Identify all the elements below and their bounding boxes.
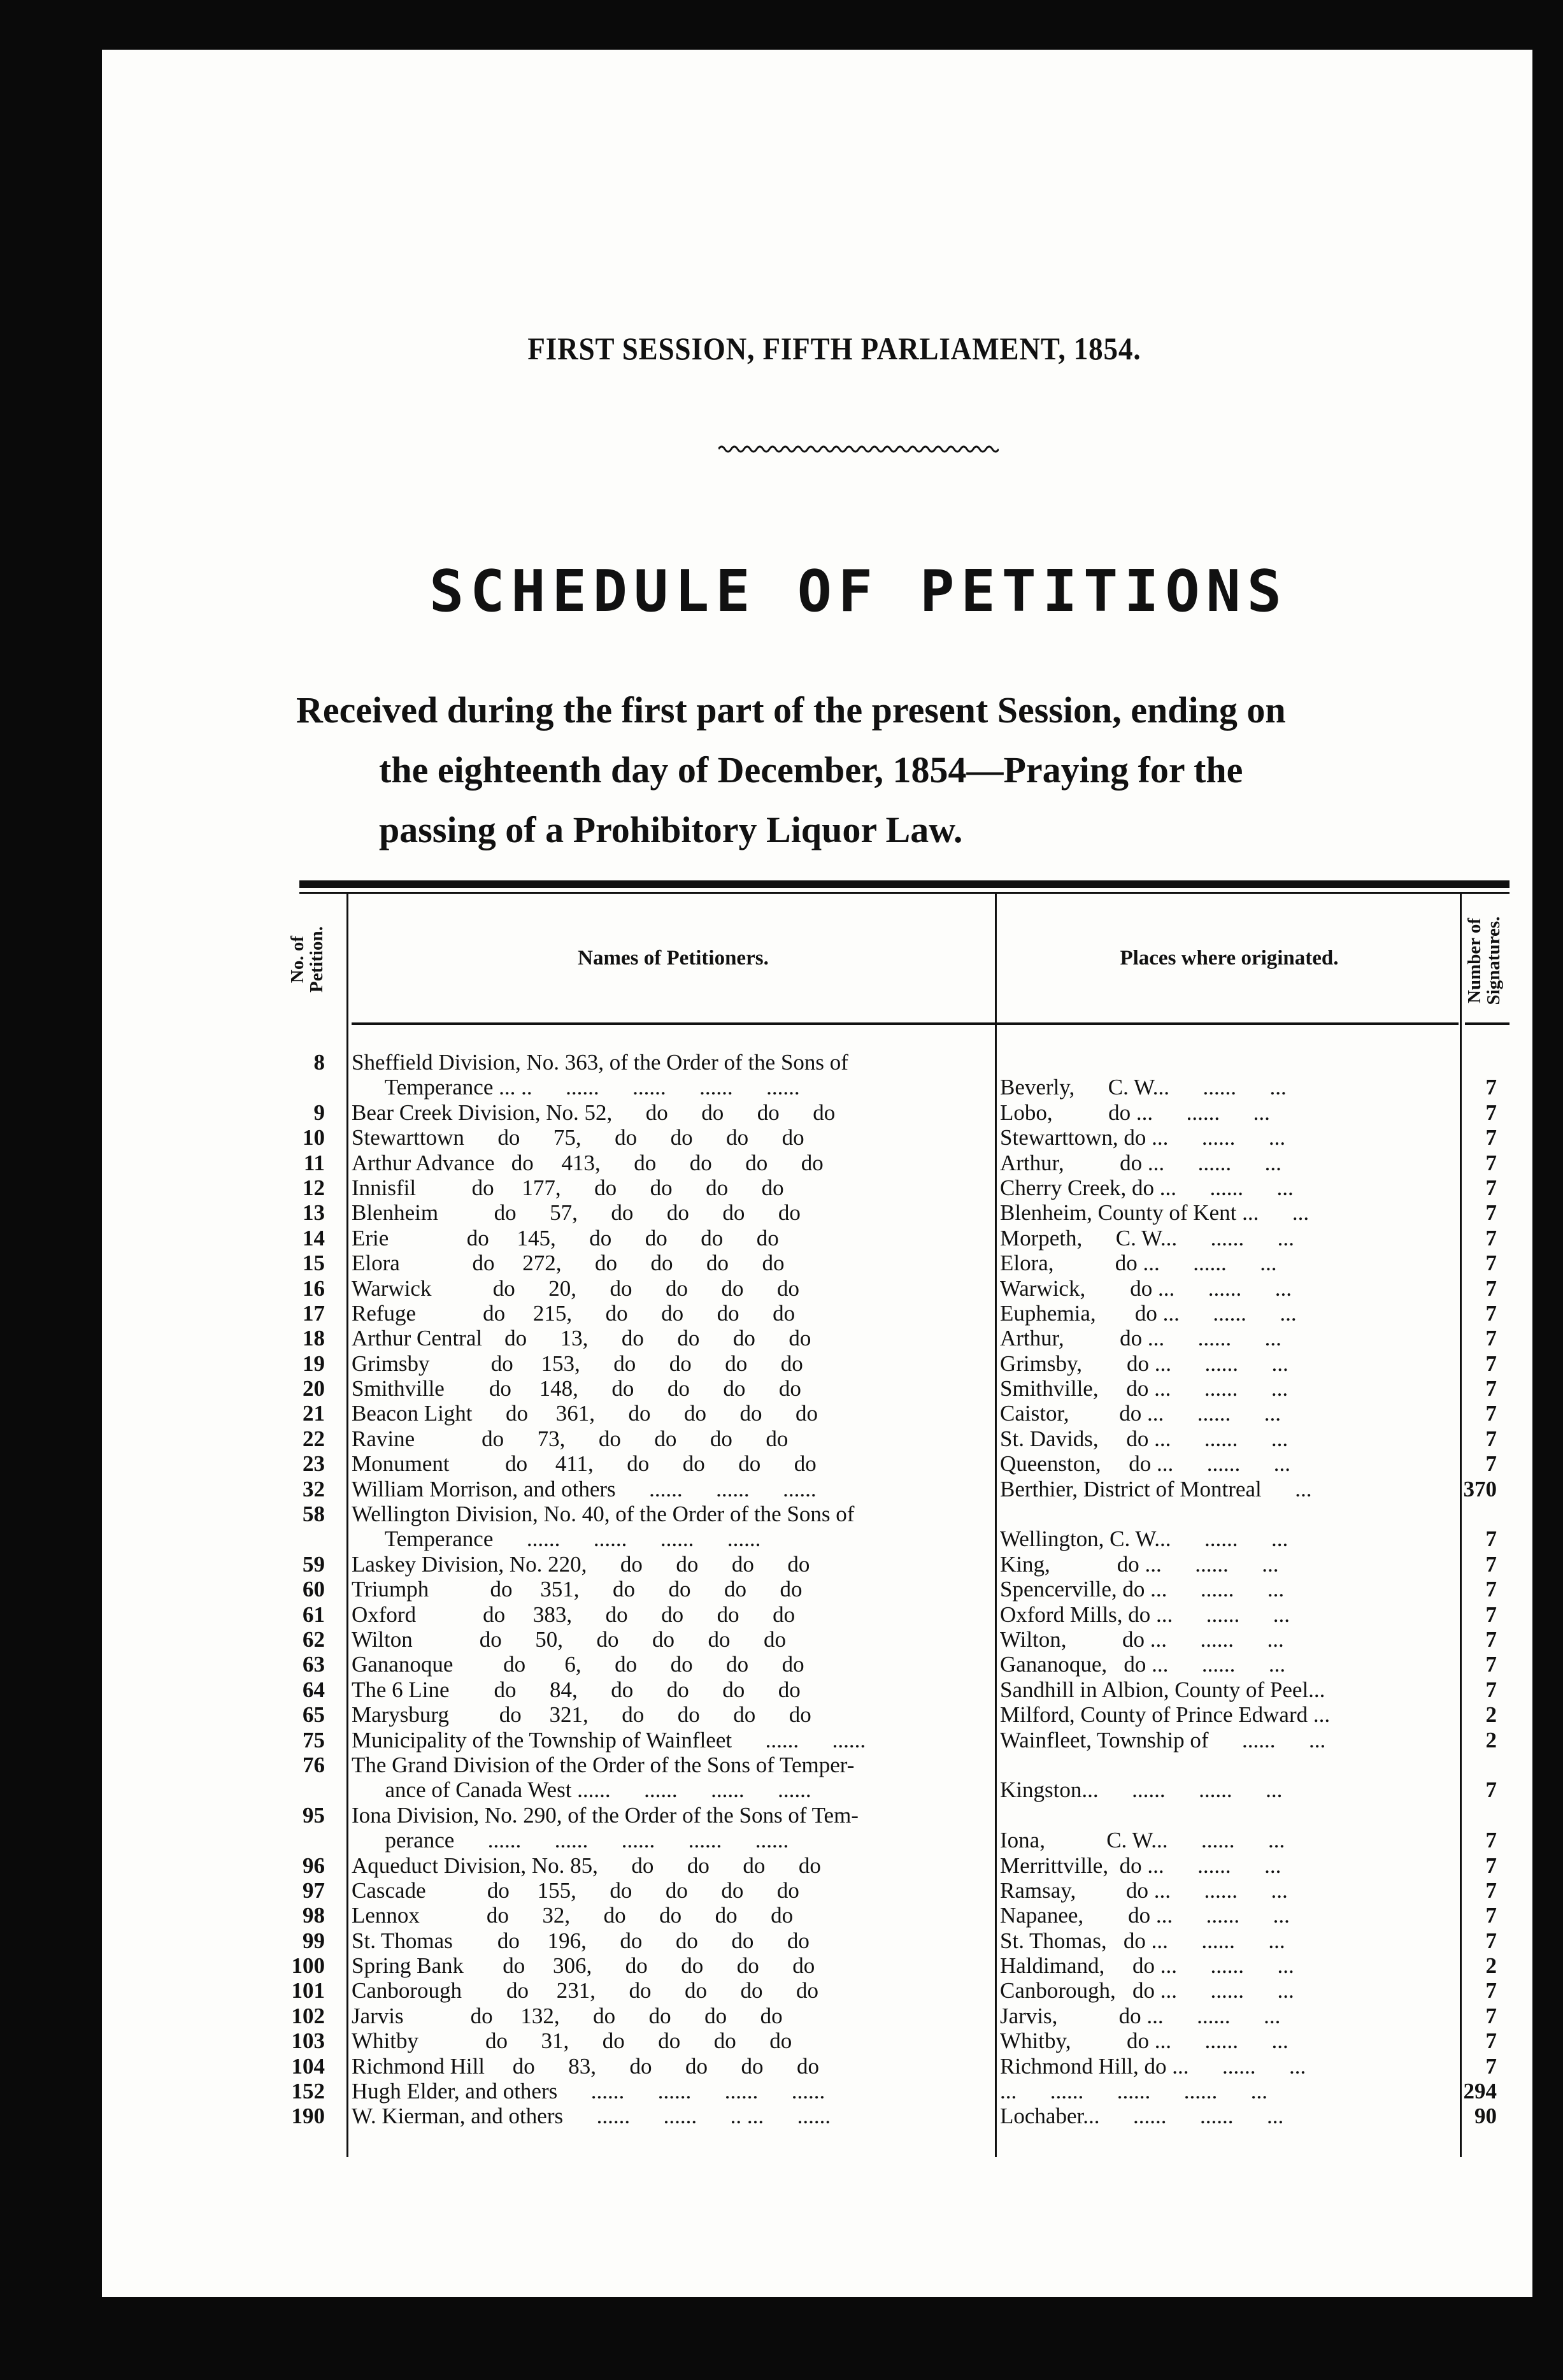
petition-number: 17: [303, 1300, 325, 1326]
petitioner-name: Lennox do 32, do do do do: [352, 1903, 794, 1928]
place-originated: Wainfleet, Township of ...... ...: [1000, 1727, 1326, 1753]
petition-number: 76: [303, 1752, 325, 1777]
signature-count: 2: [1485, 1727, 1497, 1753]
header-places-originated: Places where originated.: [1120, 947, 1339, 970]
petition-number: 61: [303, 1602, 325, 1627]
header-sig-line1: Number of: [1464, 918, 1485, 1003]
table-row: [102, 1602, 1532, 1627]
table-row: [102, 1903, 1532, 1928]
signature-count: 7: [1485, 1300, 1497, 1326]
signature-count: 7: [1485, 1251, 1497, 1276]
petitioner-name: Elora do 272, do do do do: [352, 1251, 785, 1276]
petition-number: 102: [291, 2003, 325, 2028]
table-row: [102, 1878, 1532, 1903]
petition-number: 97: [303, 1877, 325, 1903]
table-row: [102, 1702, 1532, 1727]
petitioner-name: Triumph do 351, do do do do: [352, 1577, 803, 1602]
petition-number: 103: [291, 2028, 325, 2054]
petition-number: 100: [291, 1953, 325, 1979]
petitioner-name: Gananoque do 6, do do do do: [352, 1652, 804, 1677]
subtitle-line-1: Received during the first part of the present Session, ending on: [296, 689, 1286, 731]
place-originated: Grimsby, do ... ...... ...: [1000, 1351, 1288, 1376]
petitioner-name: The 6 Line do 84, do do do do: [352, 1677, 801, 1702]
table-row: [102, 1777, 1532, 1802]
header-names-of-petitioners: Names of Petitioners.: [578, 947, 769, 970]
petition-number: 8: [313, 1050, 325, 1075]
table-row: [102, 1125, 1532, 1150]
place-originated: Arthur, do ... ...... ...: [1000, 1326, 1281, 1351]
table-row: [102, 1376, 1532, 1401]
table-row: [102, 2079, 1532, 2104]
petitioner-name: Whitby do 31, do do do do: [352, 2028, 792, 2054]
petition-number: 9: [313, 1100, 325, 1125]
petitioner-name: William Morrison, and others ...... ...... ......: [352, 1476, 817, 1502]
table-row: [102, 2004, 1532, 2028]
petition-number: 15: [303, 1251, 325, 1276]
table-row: [102, 1652, 1532, 1677]
petition-number: 95: [303, 1802, 325, 1828]
place-originated: Euphemia, do ... ...... ...: [1000, 1300, 1297, 1326]
signature-count: 7: [1485, 1075, 1497, 1100]
petitioner-name: St. Thomas do 196, do do do do: [352, 1928, 810, 1953]
header-sig-line2: Signatures.: [1483, 916, 1504, 1005]
signature-count: 7: [1485, 1451, 1497, 1477]
place-originated: Elora, do ... ...... ...: [1000, 1251, 1277, 1276]
table-row: [102, 1526, 1532, 1551]
petition-number: 101: [291, 1978, 325, 2004]
header-bottom-rule-names: [352, 1022, 1084, 1025]
petitioner-name: Laskey Division, No. 220, do do do do: [352, 1551, 810, 1577]
table-row: [102, 1451, 1532, 1476]
table-row: [102, 1200, 1532, 1225]
wavy-divider: [718, 441, 999, 457]
place-originated: Milford, County of Prince Edward ...: [1000, 1702, 1331, 1728]
place-originated: Warwick, do ... ...... ...: [1000, 1275, 1292, 1301]
petitioner-name: Arthur Advance do 413, do do do do: [352, 1150, 824, 1175]
place-originated: Canborough, do ... ...... ...: [1000, 1978, 1294, 2004]
signature-count: 7: [1485, 1175, 1497, 1200]
place-originated: Blenheim, County of Kent ... ...: [1000, 1200, 1310, 1226]
table-top-rule-thick: [299, 880, 1509, 888]
petitioner-name: Hugh Elder, and others ...... ...... ...... ......: [352, 2079, 825, 2104]
signature-count: 7: [1485, 1978, 1497, 2004]
petition-number: 99: [303, 1928, 325, 1953]
signature-count: 7: [1485, 1150, 1497, 1175]
petitioner-name: Temperance ...... ...... ...... ......: [352, 1526, 761, 1552]
signature-count: 7: [1485, 1376, 1497, 1401]
signature-count: 7: [1485, 1903, 1497, 1928]
petitioner-name: Smithville do 148, do do do do: [352, 1376, 801, 1401]
petition-number: 96: [303, 1853, 325, 1878]
petitioner-name: Stewarttown do 75, do do do do: [352, 1125, 804, 1151]
petitioner-name: Refuge do 215, do do do do: [352, 1300, 796, 1326]
petitioner-name: Jarvis do 132, do do do do: [352, 2003, 783, 2028]
session-heading: FIRST SESSION, FIFTH PARLIAMENT, 1854.: [527, 331, 1141, 366]
petition-number: 10: [303, 1125, 325, 1151]
signature-count: 7: [1485, 1225, 1497, 1251]
signature-count: 7: [1485, 1602, 1497, 1627]
table-top-rule-thin: [299, 892, 1509, 894]
place-originated: Beverly, C. W... ...... ...: [1000, 1075, 1287, 1100]
petitioner-name: perance ...... ...... ...... ...... ......: [352, 1828, 789, 1853]
place-originated: St. Thomas, do ... ...... ...: [1000, 1928, 1285, 1953]
place-originated: Merrittville, do ... ...... ...: [1000, 1853, 1281, 1878]
signature-count: 7: [1485, 1677, 1497, 1702]
table-row: [102, 1853, 1532, 1878]
table-row: [102, 2028, 1532, 2053]
signature-count: 7: [1485, 1928, 1497, 1953]
petition-number: 21: [303, 1401, 325, 1426]
signature-count: 2: [1485, 1702, 1497, 1728]
table-row: [102, 1175, 1532, 1200]
table-row: [102, 1426, 1532, 1451]
petition-number: 58: [303, 1502, 325, 1527]
place-originated: Smithville, do ... ...... ...: [1000, 1376, 1288, 1401]
petitioner-name: Municipality of the Township of Wainfleet ...... ......: [352, 1727, 866, 1753]
petitioner-name: Erie do 145, do do do do: [352, 1225, 779, 1251]
document-title: SCHEDULE OF PETITIONS: [429, 558, 1288, 625]
table-row: [102, 1326, 1532, 1351]
place-originated: St. Davids, do ... ...... ...: [1000, 1426, 1288, 1451]
petition-number: 19: [303, 1351, 325, 1376]
petition-number: 75: [303, 1727, 325, 1753]
place-originated: Queenston, do ... ...... ...: [1000, 1451, 1290, 1477]
place-originated: Iona, C. W... ...... ...: [1000, 1828, 1285, 1853]
place-originated: Wilton, do ... ...... ...: [1000, 1626, 1284, 1652]
table-row: [102, 1075, 1532, 1100]
petitioner-name: Iona Division, No. 290, of the Order of the Sons of Tem-: [352, 1802, 859, 1828]
petition-number: 60: [303, 1577, 325, 1602]
table-row: [102, 1151, 1532, 1175]
petition-number: 59: [303, 1551, 325, 1577]
petition-number: 63: [303, 1652, 325, 1677]
table-row: [102, 1100, 1532, 1125]
petitioner-name: Bear Creek Division, No. 52, do do do do: [352, 1100, 836, 1125]
signature-count: 7: [1485, 1877, 1497, 1903]
petitioner-name: The Grand Division of the Order of the Sons of Temper-: [352, 1752, 855, 1777]
petitioner-name: Richmond Hill do 83, do do do do: [352, 2053, 820, 2079]
petition-number: 98: [303, 1903, 325, 1928]
petitioner-name: Innisfil do 177, do do do do: [352, 1175, 784, 1200]
petitioner-name: ance of Canada West ...... ...... ...... ......: [352, 1777, 811, 1803]
place-originated: Haldimand, do ... ...... ...: [1000, 1953, 1294, 1979]
signature-count: 7: [1485, 1326, 1497, 1351]
petition-number: 190: [291, 2104, 325, 2129]
document-page: [102, 50, 1532, 2297]
header-no-line1: No. of: [287, 935, 308, 984]
petitioner-name: Oxford do 383, do do do do: [352, 1602, 796, 1627]
subtitle-line-3: passing of a Prohibitory Liquor Law.: [379, 809, 963, 850]
petitioner-name: W. Kierman, and others ...... ...... .. ... ......: [352, 2104, 831, 2129]
table-row: [102, 1301, 1532, 1326]
table-row: [102, 1050, 1532, 1075]
place-originated: Napanee, do ... ...... ...: [1000, 1903, 1290, 1928]
table-row: [102, 1477, 1532, 1502]
petitioner-name: Arthur Central do 13, do do do do: [352, 1326, 811, 1351]
table-row: [102, 1251, 1532, 1275]
signature-count: 7: [1485, 2028, 1497, 2054]
table-row: [102, 2104, 1532, 2128]
petitioner-name: Grimsby do 153, do do do do: [352, 1351, 803, 1376]
table-row: [102, 1753, 1532, 1777]
petition-number: 64: [303, 1677, 325, 1702]
petitioner-name: Canborough do 231, do do do do: [352, 1978, 819, 2004]
signature-count: 7: [1485, 1853, 1497, 1878]
header-no-line2: Petition.: [306, 926, 327, 993]
signature-count: 7: [1485, 1100, 1497, 1125]
petition-number: 12: [303, 1175, 325, 1200]
table-row: [102, 1803, 1532, 1828]
table-row: [102, 1828, 1532, 1853]
signature-count: 294: [1463, 2079, 1497, 2104]
petitioner-name: Wilton do 50, do do do do: [352, 1626, 787, 1652]
petition-number: 152: [291, 2079, 325, 2104]
petition-number: 104: [291, 2053, 325, 2079]
petitioner-name: Beacon Light do 361, do do do do: [352, 1401, 818, 1426]
petitioner-name: Wellington Division, No. 40, of the Order of the Sons of: [352, 1502, 855, 1527]
petition-number: 16: [303, 1275, 325, 1301]
table-row: [102, 1226, 1532, 1251]
table-row: [102, 1978, 1532, 2003]
place-originated: ... ...... ...... ...... ...: [1000, 2079, 1267, 2104]
signature-count: 7: [1485, 1426, 1497, 1451]
signature-count: 7: [1485, 1200, 1497, 1226]
signature-count: 7: [1485, 1828, 1497, 1853]
place-originated: Arthur, do ... ...... ...: [1000, 1150, 1281, 1175]
place-originated: King, do ... ...... ...: [1000, 1551, 1279, 1577]
petitioner-name: Marysburg do 321, do do do do: [352, 1702, 811, 1728]
header-bottom-rule-places: [1000, 1022, 1459, 1025]
petitioner-name: Cascade do 155, do do do do: [352, 1877, 799, 1903]
table-row: [102, 2054, 1532, 2079]
table-row: [102, 1577, 1532, 1602]
place-originated: Oxford Mills, do ... ...... ...: [1000, 1602, 1290, 1627]
place-originated: Caistor, do ... ...... ...: [1000, 1401, 1281, 1426]
table-row: [102, 1502, 1532, 1526]
signature-count: 90: [1474, 2104, 1497, 2129]
header-no-of-petition: [288, 902, 326, 1017]
document-subtitle: [296, 680, 1532, 860]
petition-number: 32: [303, 1476, 325, 1502]
petition-number: 14: [303, 1225, 325, 1251]
petition-number: 20: [303, 1376, 325, 1401]
place-originated: Spencerville, do ... ...... ...: [1000, 1577, 1285, 1602]
place-originated: Lobo, do ... ...... ...: [1000, 1100, 1270, 1125]
petitioner-name: Temperance ... .. ...... ...... ...... ......: [352, 1075, 800, 1100]
petition-number: 22: [303, 1426, 325, 1451]
place-originated: Berthier, District of Montreal ...: [1000, 1476, 1312, 1502]
table-row: [102, 1627, 1532, 1652]
signature-count: 7: [1485, 1526, 1497, 1552]
place-originated: Kingston... ...... ...... ...: [1000, 1777, 1283, 1803]
petitioner-name: Monument do 411, do do do do: [352, 1451, 817, 1477]
petitioner-name: Spring Bank do 306, do do do do: [352, 1953, 815, 1979]
signature-count: 7: [1485, 2053, 1497, 2079]
place-originated: Wellington, C. W... ...... ...: [1000, 1526, 1288, 1552]
petition-number: 11: [303, 1150, 325, 1175]
signature-count: 7: [1485, 1577, 1497, 1602]
petitioner-name: Aqueduct Division, No. 85, do do do do: [352, 1853, 821, 1878]
petition-number: 23: [303, 1451, 325, 1477]
signature-count: 7: [1485, 1652, 1497, 1677]
place-originated: Jarvis, do ... ...... ...: [1000, 2003, 1281, 2028]
table-row: [102, 1677, 1532, 1702]
petitioner-name: Blenheim do 57, do do do do: [352, 1200, 801, 1226]
place-originated: Whitby, do ... ...... ...: [1000, 2028, 1288, 2054]
place-originated: Ramsay, do ... ...... ...: [1000, 1877, 1288, 1903]
table-row: [102, 1552, 1532, 1577]
table-row: [102, 1928, 1532, 1953]
petition-number: 13: [303, 1200, 325, 1226]
signature-count: 7: [1485, 2003, 1497, 2028]
signature-count: 7: [1485, 1626, 1497, 1652]
table-row: [102, 1728, 1532, 1753]
table-row: [102, 1351, 1532, 1376]
petition-number: 18: [303, 1326, 325, 1351]
place-originated: Stewarttown, do ... ...... ...: [1000, 1125, 1286, 1151]
table-row: [102, 1953, 1532, 1978]
signature-count: 7: [1485, 1777, 1497, 1803]
petition-number: 65: [303, 1702, 325, 1728]
signature-count: 7: [1485, 1351, 1497, 1376]
signature-count: 7: [1485, 1401, 1497, 1426]
signature-count: 7: [1485, 1275, 1497, 1301]
place-originated: Sandhill in Albion, County of Peel...: [1000, 1677, 1325, 1702]
signature-count: 7: [1485, 1551, 1497, 1577]
signature-count: 2: [1485, 1953, 1497, 1979]
petition-table-body: [102, 1050, 1532, 2129]
place-originated: Cherry Creek, do ... ...... ...: [1000, 1175, 1294, 1200]
petitioner-name: Warwick do 20, do do do do: [352, 1275, 799, 1301]
petition-number: 62: [303, 1626, 325, 1652]
subtitle-line-2: the eighteenth day of December, 1854—Praying for the: [379, 749, 1243, 791]
petitioner-name: Sheffield Division, No. 363, of the Order of the Sons of: [352, 1050, 848, 1075]
signature-count: 7: [1485, 1125, 1497, 1151]
table-row: [102, 1276, 1532, 1301]
place-originated: Richmond Hill, do ... ...... ...: [1000, 2053, 1306, 2079]
place-originated: Lochaber... ...... ...... ...: [1000, 2104, 1284, 2129]
place-originated: Gananoque, do ... ...... ...: [1000, 1652, 1286, 1677]
place-originated: Morpeth, C. W... ...... ...: [1000, 1225, 1294, 1251]
header-number-of-signatures: [1465, 897, 1503, 1024]
signature-count: 370: [1463, 1476, 1497, 1502]
table-row: [102, 1401, 1532, 1426]
petitioner-name: Ravine do 73, do do do do: [352, 1426, 789, 1451]
